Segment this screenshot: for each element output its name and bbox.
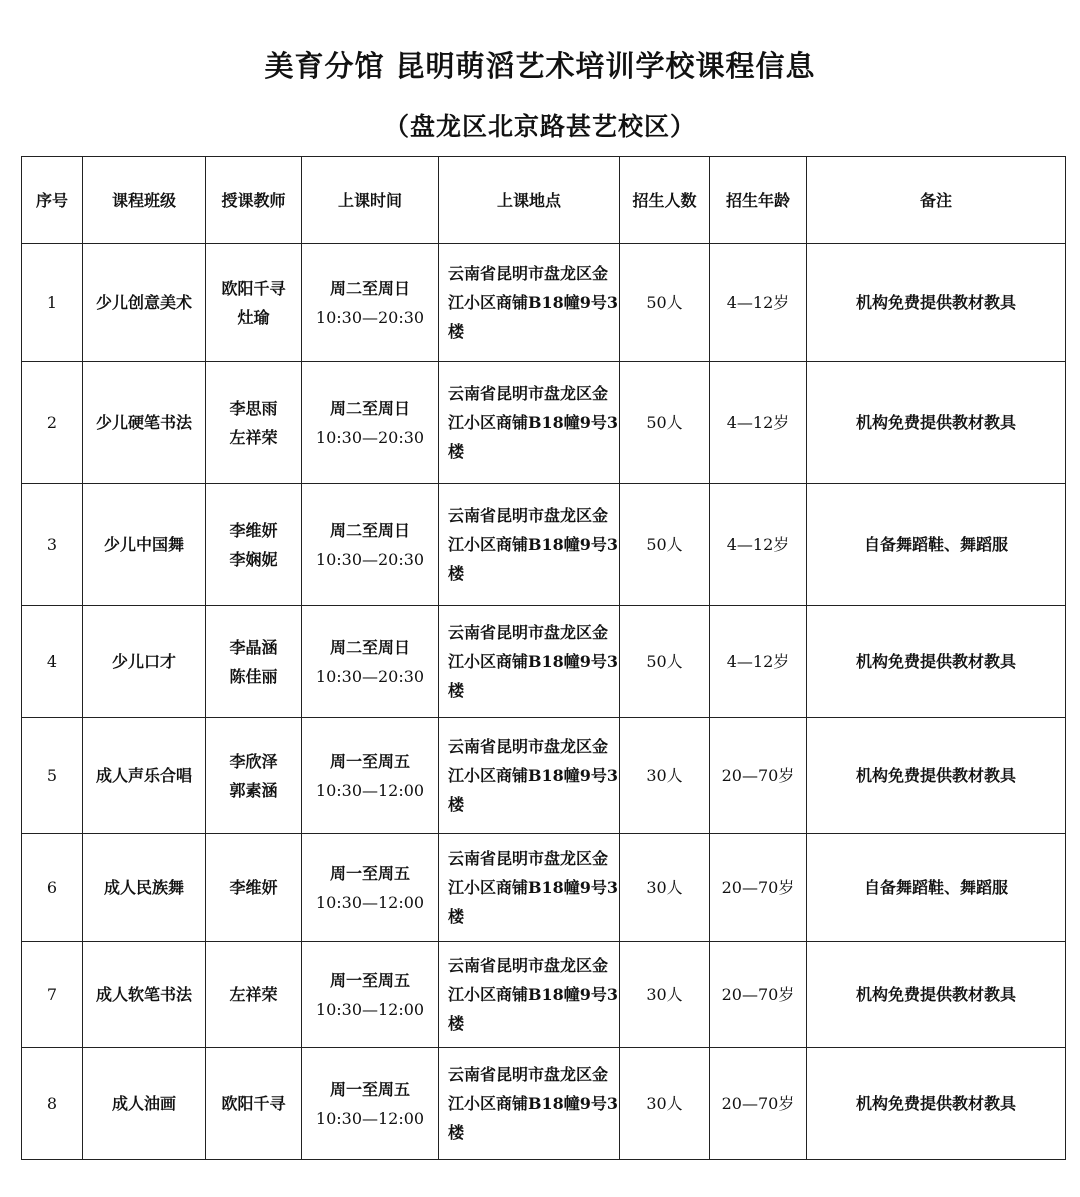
table-row	[22, 718, 1066, 834]
table-row	[22, 362, 1066, 484]
cell-time	[302, 718, 439, 834]
page-title: 美育分馆 昆明萌滔艺术培训学校课程信息	[264, 49, 816, 83]
header-index: 序号	[22, 157, 83, 244]
table-body	[22, 244, 1066, 1160]
cell-quota: 30人	[620, 718, 710, 834]
cell-quota: 30人	[620, 942, 710, 1048]
cell-course: 少儿硬笔书法	[83, 362, 206, 484]
cell-age: 20—70岁	[710, 718, 807, 834]
table-row	[22, 484, 1066, 606]
header-teacher: 授课教师	[206, 157, 302, 244]
header-time: 上课时间	[302, 157, 439, 244]
cell-quota: 30人	[620, 834, 710, 942]
time-days: 周一至周五	[329, 970, 410, 990]
cell-age: 20—70岁	[710, 1048, 807, 1160]
teacher-name: 李晶涵	[229, 637, 278, 657]
cell-teacher	[206, 718, 302, 834]
cell-teacher	[206, 484, 302, 606]
cell-quota: 50人	[620, 484, 710, 606]
table-row	[22, 1048, 1066, 1160]
time-hours: 10:30—12:00	[315, 780, 425, 800]
cell-age: 20—70岁	[710, 834, 807, 942]
course-table	[21, 156, 1066, 1160]
cell-course: 少儿中国舞	[83, 484, 206, 606]
cell-teacher	[206, 834, 302, 942]
time-days: 周二至周日	[329, 520, 410, 540]
cell-remark: 机构免费提供教材教具	[807, 362, 1066, 484]
cell-index: 2	[22, 362, 83, 484]
cell-location: 云南省昆明市盘龙区金江小区商铺B18幢9号3楼	[439, 606, 620, 718]
cell-location: 云南省昆明市盘龙区金江小区商铺B18幢9号3楼	[439, 244, 620, 362]
cell-index: 7	[22, 942, 83, 1048]
time-days: 周一至周五	[329, 1079, 410, 1099]
cell-location: 云南省昆明市盘龙区金江小区商铺B18幢9号3楼	[439, 834, 620, 942]
cell-remark: 机构免费提供教材教具	[807, 1048, 1066, 1160]
cell-age: 4—12岁	[710, 484, 807, 606]
cell-age: 4—12岁	[710, 244, 807, 362]
cell-age: 20—70岁	[710, 942, 807, 1048]
cell-location: 云南省昆明市盘龙区金江小区商铺B18幢9号3楼	[439, 718, 620, 834]
table-row	[22, 606, 1066, 718]
cell-course: 少儿口才	[83, 606, 206, 718]
teacher-name: 欧阳千寻	[221, 278, 286, 298]
cell-index: 6	[22, 834, 83, 942]
teacher-name: 李维妍	[229, 520, 278, 540]
cell-time	[302, 484, 439, 606]
cell-location: 云南省昆明市盘龙区金江小区商铺B18幢9号3楼	[439, 1048, 620, 1160]
time-days: 周二至周日	[329, 398, 410, 418]
teacher-name: 李思雨	[229, 398, 278, 418]
cell-teacher	[206, 1048, 302, 1160]
teacher-name: 郭素涵	[229, 780, 278, 800]
cell-time	[302, 942, 439, 1048]
cell-course: 成人油画	[83, 1048, 206, 1160]
header-location: 上课地点	[439, 157, 620, 244]
cell-time	[302, 362, 439, 484]
table-row	[22, 834, 1066, 942]
time-hours: 10:30—20:30	[315, 666, 425, 686]
teacher-name: 左祥荣	[229, 427, 278, 447]
table-header-row	[22, 157, 1066, 244]
cell-time	[302, 244, 439, 362]
cell-course: 少儿创意美术	[83, 244, 206, 362]
cell-teacher	[206, 606, 302, 718]
time-hours: 10:30—12:00	[315, 999, 425, 1019]
time-days: 周一至周五	[329, 863, 410, 883]
cell-age: 4—12岁	[710, 606, 807, 718]
cell-index: 1	[22, 244, 83, 362]
teacher-name: 李娴妮	[229, 549, 278, 569]
cell-index: 8	[22, 1048, 83, 1160]
cell-index: 5	[22, 718, 83, 834]
cell-location: 云南省昆明市盘龙区金江小区商铺B18幢9号3楼	[439, 362, 620, 484]
teacher-name: 灶瑜	[237, 307, 270, 327]
teacher-name: 李欣泽	[229, 751, 278, 771]
teacher-name: 左祥荣	[229, 985, 278, 1004]
cell-time	[302, 834, 439, 942]
cell-teacher	[206, 244, 302, 362]
cell-time	[302, 606, 439, 718]
page-subtitle: （盘龙区北京路甚艺校区）	[383, 112, 696, 141]
cell-index: 3	[22, 484, 83, 606]
time-days: 周二至周日	[329, 278, 410, 298]
cell-location: 云南省昆明市盘龙区金江小区商铺B18幢9号3楼	[439, 484, 620, 606]
time-hours: 10:30—20:30	[315, 307, 425, 327]
cell-remark: 机构免费提供教材教具	[807, 244, 1066, 362]
header-course: 课程班级	[83, 157, 206, 244]
header-remark: 备注	[807, 157, 1066, 244]
cell-teacher	[206, 362, 302, 484]
cell-quota: 50人	[620, 606, 710, 718]
cell-quota: 50人	[620, 244, 710, 362]
cell-quota: 30人	[620, 1048, 710, 1160]
cell-remark: 机构免费提供教材教具	[807, 606, 1066, 718]
cell-index: 4	[22, 606, 83, 718]
time-hours: 10:30—12:00	[315, 892, 425, 912]
cell-teacher	[206, 942, 302, 1048]
cell-time	[302, 1048, 439, 1160]
teacher-name: 李维妍	[229, 878, 278, 897]
cell-course: 成人软笔书法	[83, 942, 206, 1048]
cell-quota: 50人	[620, 362, 710, 484]
cell-age: 4—12岁	[710, 362, 807, 484]
header-age: 招生年龄	[710, 157, 807, 244]
cell-course: 成人民族舞	[83, 834, 206, 942]
teacher-name: 欧阳千寻	[221, 1094, 286, 1113]
cell-remark: 机构免费提供教材教具	[807, 942, 1066, 1048]
table-row	[22, 942, 1066, 1048]
header-quota: 招生人数	[620, 157, 710, 244]
time-days: 周二至周日	[329, 637, 410, 657]
time-hours: 10:30—12:00	[315, 1108, 425, 1128]
cell-course: 成人声乐合唱	[83, 718, 206, 834]
time-days: 周一至周五	[329, 751, 410, 771]
time-hours: 10:30—20:30	[315, 549, 425, 569]
table-row	[22, 244, 1066, 362]
cell-remark: 自备舞蹈鞋、舞蹈服	[807, 484, 1066, 606]
cell-remark: 自备舞蹈鞋、舞蹈服	[807, 834, 1066, 942]
time-hours: 10:30—20:30	[315, 427, 425, 447]
cell-location: 云南省昆明市盘龙区金江小区商铺B18幢9号3楼	[439, 942, 620, 1048]
cell-remark: 机构免费提供教材教具	[807, 718, 1066, 834]
teacher-name: 陈佳丽	[229, 666, 278, 686]
